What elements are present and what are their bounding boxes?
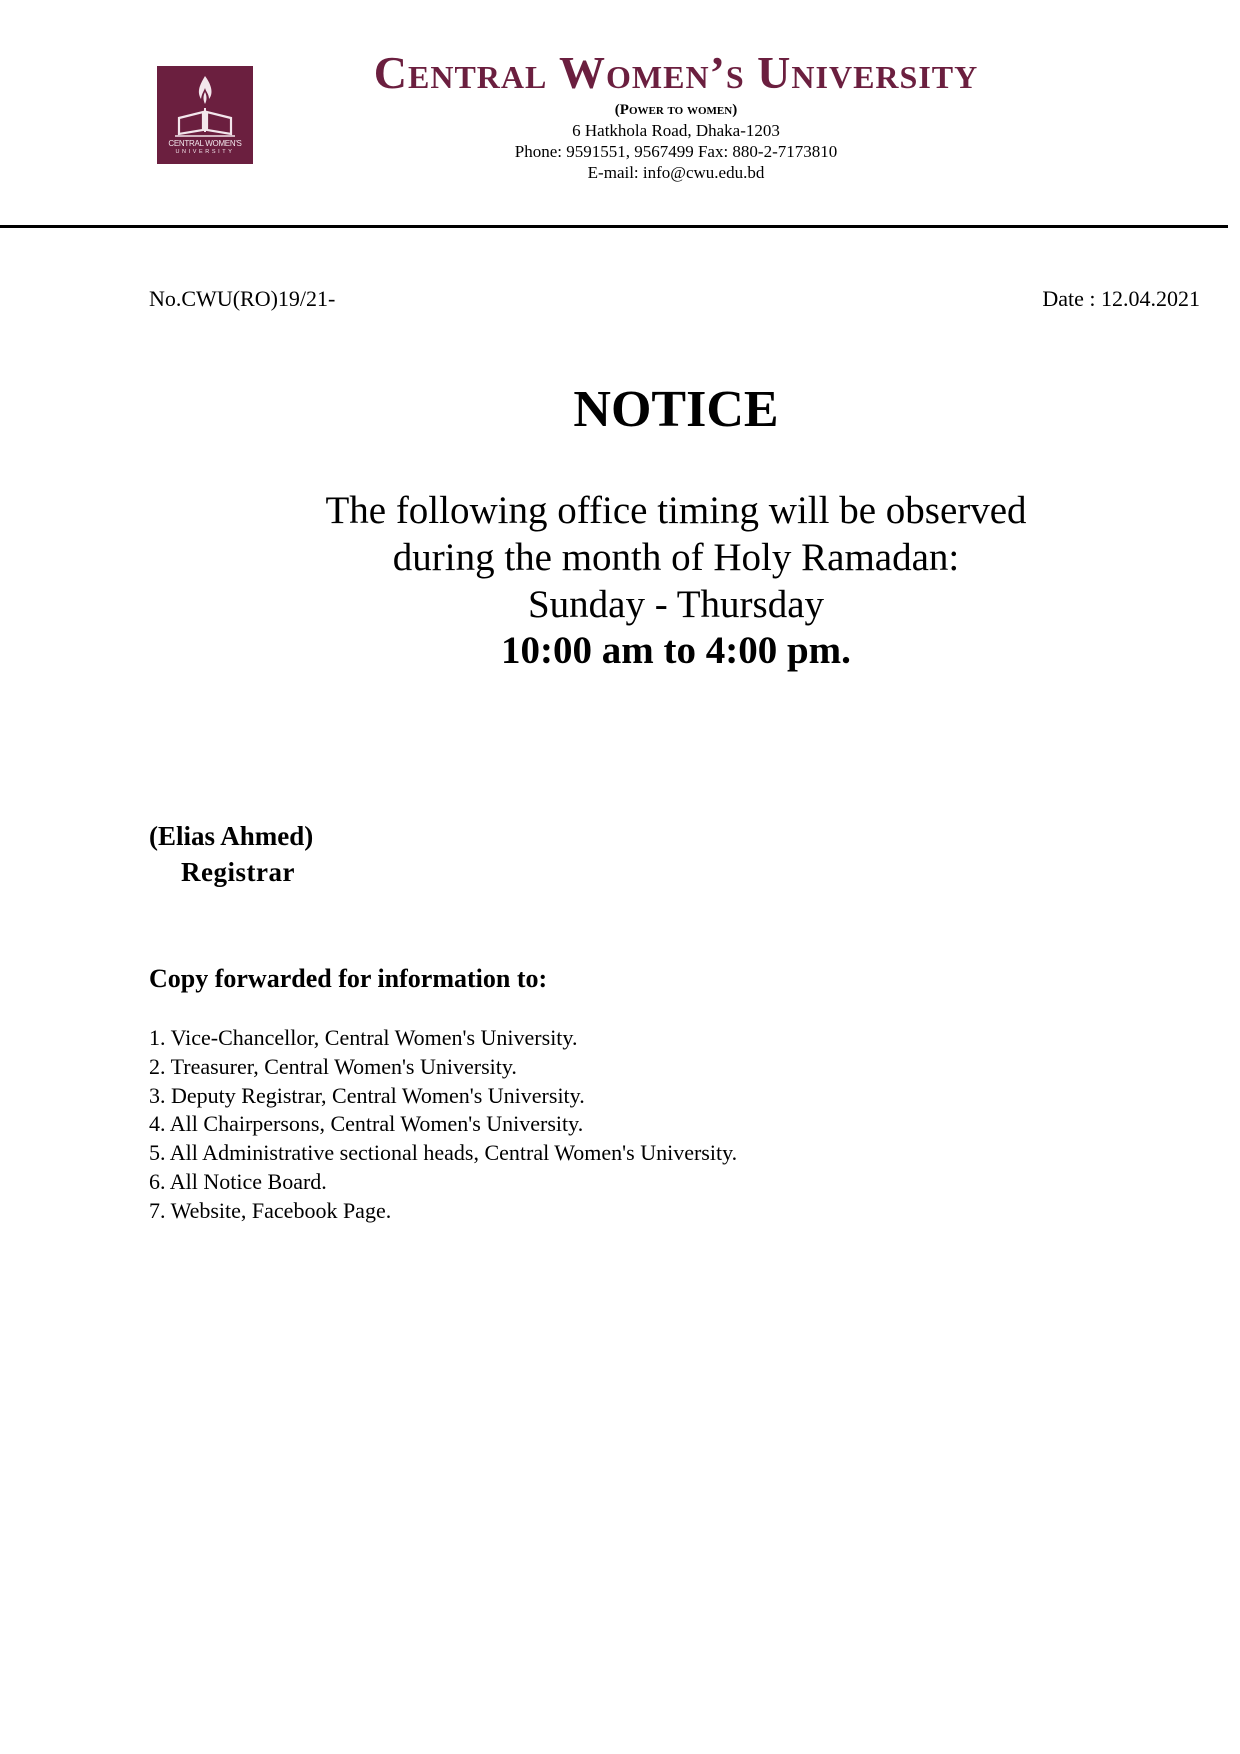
list-item: 4. All Chairpersons, Central Women's University. (149, 1111, 584, 1137)
signatory-title: Registrar (181, 857, 295, 887)
copy-forwarded-heading: Copy forwarded for information to: (149, 964, 548, 993)
copy-forwarded-list (149, 1024, 737, 1226)
phone-fax-line: Phone: 9591551, 9567499 Fax: 880-2-7173810 (514, 142, 838, 161)
list-item: 2. Treasurer, Central Women's University. (149, 1053, 517, 1079)
reference-number: No.CWU(RO)19/21- (149, 286, 336, 311)
list-item: 7. Website, Facebook Page. (149, 1197, 392, 1223)
notice-body-line-2: during the month of Holy Ramadan: (392, 536, 960, 579)
logo-text-line1: CENTRAL WOMEN'S (168, 139, 242, 148)
notice-body-timing: 10:00 am to 4:00 pm. (501, 629, 851, 672)
university-tagline: (Power to women) (614, 102, 738, 118)
list-item: 3. Deputy Registrar, Central Women's University. (149, 1082, 585, 1108)
list-item: 1. Vice-Chancellor, Central Women's University. (149, 1025, 578, 1050)
notice-body-days: Sunday - Thursday (527, 583, 825, 626)
signatory-name: (Elias Ahmed) (149, 821, 314, 851)
header-divider (0, 225, 1228, 228)
logo-text-line2: UNIVERSITY (175, 149, 235, 155)
list-item: 6. All Notice Board. (149, 1168, 327, 1194)
university-name: Central Women’s University (373, 47, 979, 98)
notice-title: NOTICE (573, 381, 779, 438)
list-item: 5. All Administrative sectional heads, Central Women's University. (149, 1140, 738, 1166)
address-line: 6 Hatkhola Road, Dhaka-1203 (572, 121, 780, 140)
notice-body-line-1: The following office timing will be observed (325, 489, 1027, 532)
notice-date: Date : 12.04.2021 (1042, 286, 1200, 311)
email-line: E-mail: info@cwu.edu.bd (587, 163, 765, 182)
